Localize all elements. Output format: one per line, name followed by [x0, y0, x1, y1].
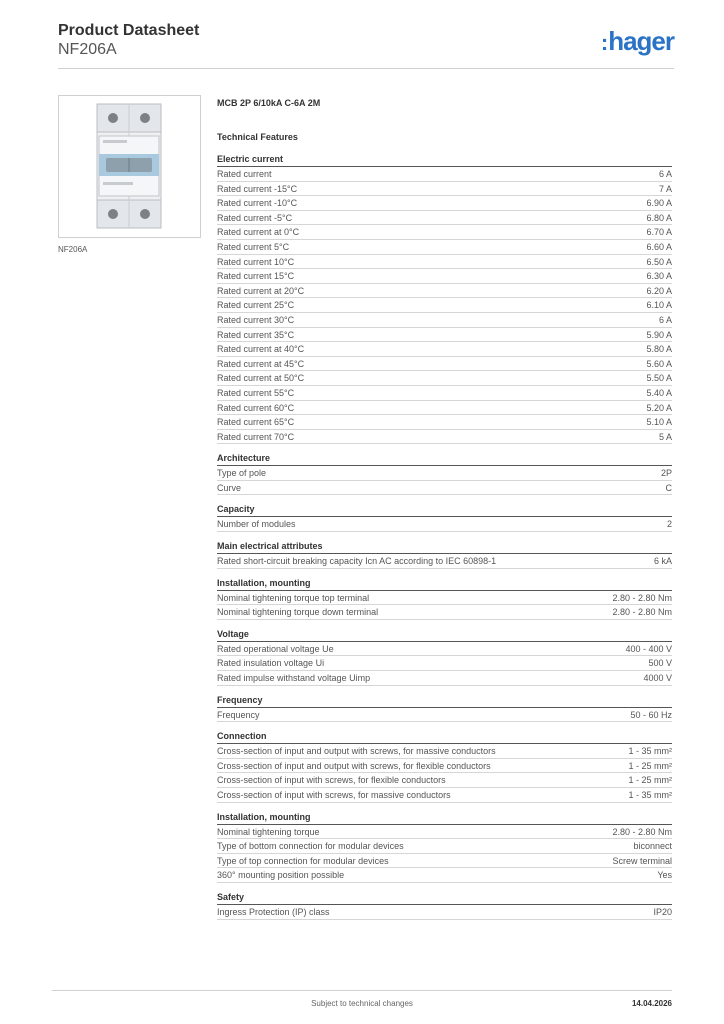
spec-label: Number of modules — [217, 519, 296, 530]
spec-label: Rated current 35°C — [217, 329, 295, 340]
spec-label: Rated current -5°C — [217, 212, 293, 223]
spec-value: 5.40 A — [646, 387, 672, 398]
spec-row — [217, 759, 672, 774]
spec-row — [217, 708, 672, 723]
spec-label: Rated impulse withstand voltage Uimp — [217, 673, 371, 684]
spec-value: 1 - 25 mm² — [628, 760, 672, 771]
section-title: Electric current — [217, 152, 672, 167]
spec-row — [217, 788, 672, 803]
spec-value: 4000 V — [643, 673, 672, 684]
datasheet-content — [217, 96, 672, 927]
spec-label: 360° mounting position possible — [217, 870, 345, 881]
spec-label: Rated current 30°C — [217, 314, 295, 325]
logo-text: hager — [608, 26, 674, 56]
spec-value: 5.60 A — [646, 358, 672, 369]
spec-value: 5.10 A — [646, 417, 672, 428]
spec-value: 1 - 35 mm² — [628, 746, 672, 757]
spec-label: Rated current -15°C — [217, 183, 298, 194]
spec-value: 6.60 A — [646, 241, 672, 252]
spec-row — [217, 401, 672, 416]
spec-row — [217, 671, 672, 686]
spec-label: Rated current at 40°C — [217, 344, 305, 355]
spec-section — [217, 627, 672, 686]
spec-label: Curve — [217, 482, 242, 493]
spec-row — [217, 481, 672, 496]
spec-row — [217, 298, 672, 313]
spec-label: Type of top connection for modular devices — [217, 855, 389, 866]
spec-value: 5.20 A — [646, 402, 672, 413]
image-caption: NF206A — [58, 245, 88, 254]
spec-value: 6.10 A — [646, 300, 672, 311]
spec-row — [217, 269, 672, 284]
spec-label: Rated current 25°C — [217, 300, 295, 311]
page-title: Product Datasheet — [58, 22, 200, 39]
spec-section — [217, 810, 672, 883]
product-image — [58, 95, 201, 238]
spec-value: 6.50 A — [646, 256, 672, 267]
spec-value: biconnect — [633, 841, 672, 852]
spec-value: 400 - 400 V — [625, 643, 672, 654]
spec-section — [217, 539, 672, 569]
spec-value: 6 A — [658, 314, 672, 325]
section-title: Installation, mounting — [217, 810, 672, 825]
spec-label: Frequency — [217, 709, 260, 720]
spec-label: Rated current at 50°C — [217, 373, 305, 384]
spec-label: Rated current 15°C — [217, 271, 295, 282]
spec-value: 2 — [666, 519, 672, 530]
spec-row — [217, 328, 672, 343]
section-title: Safety — [217, 890, 672, 905]
spec-value: 2.80 - 2.80 Nm — [612, 826, 672, 837]
spec-row — [217, 591, 672, 606]
spec-label: Cross-section of input with screws, for flexible conductors — [217, 775, 446, 786]
spec-section — [217, 502, 672, 532]
spec-label: Nominal tightening torque — [217, 826, 320, 837]
spec-row — [217, 825, 672, 840]
logo-dots-icon: : — [600, 30, 608, 55]
page-subtitle: NF206A — [58, 41, 117, 58]
spec-section — [217, 693, 672, 723]
spec-row — [217, 905, 672, 920]
spec-value: 1 - 35 mm² — [628, 790, 672, 800]
spec-label: Rated current -10°C — [217, 198, 298, 209]
spec-label: Rated current — [217, 169, 272, 179]
spec-row — [217, 371, 672, 386]
spec-row — [217, 605, 672, 620]
spec-row — [217, 744, 672, 759]
page-footer — [52, 990, 672, 1008]
section-title: Architecture — [217, 451, 672, 466]
spec-value: 6.80 A — [646, 212, 672, 223]
spec-label: Rated current 5°C — [217, 241, 290, 252]
spec-row — [217, 342, 672, 357]
spec-value: 6.20 A — [646, 285, 672, 296]
spec-label: Rated current 60°C — [217, 402, 295, 413]
spec-value: 2.80 - 2.80 Nm — [612, 607, 672, 618]
spec-sections — [217, 152, 672, 920]
spec-label: Rated insulation voltage Ui — [217, 658, 325, 669]
spec-label: Rated short-circuit breaking capacity Icn AC according to IEC 60898-1 — [217, 556, 497, 567]
hager-logo — [601, 26, 674, 57]
spec-label: Ingress Protection (IP) class — [217, 906, 330, 917]
spec-label: Rated current 70°C — [217, 431, 295, 442]
spec-row — [217, 868, 672, 883]
spec-row — [217, 225, 672, 240]
spec-section — [217, 152, 672, 444]
spec-value: Yes — [657, 870, 672, 881]
spec-section — [217, 890, 672, 920]
spec-row — [217, 642, 672, 657]
spec-value: C — [665, 482, 672, 493]
spec-section — [217, 576, 672, 620]
spec-label: Rated current 10°C — [217, 256, 295, 267]
technical-features-title: Technical Features — [217, 132, 298, 142]
spec-row — [217, 284, 672, 299]
spec-row — [217, 182, 672, 197]
spec-value: 2.80 - 2.80 Nm — [612, 592, 672, 603]
spec-label: Cross-section of input and output with screws, for massive conductors — [217, 746, 496, 757]
footer-date: 14.04.2026 — [631, 999, 672, 1008]
spec-value: 5.80 A — [646, 344, 672, 355]
spec-value: Screw terminal — [612, 855, 672, 866]
spec-label: Rated operational voltage Ue — [217, 643, 334, 654]
spec-label: Rated current at 0°C — [217, 227, 300, 238]
section-title: Connection — [217, 729, 672, 744]
spec-row — [217, 656, 672, 671]
spec-label: Type of pole — [217, 468, 267, 479]
spec-row — [217, 466, 672, 481]
spec-value: 50 - 60 Hz — [630, 709, 672, 720]
spec-label: Cross-section of input with screws, for massive conductors — [217, 790, 451, 800]
section-title: Main electrical attributes — [217, 539, 672, 554]
spec-row — [217, 313, 672, 328]
spec-row — [217, 196, 672, 211]
spec-label: Nominal tightening torque top terminal — [217, 592, 370, 603]
spec-value: 6.30 A — [646, 271, 672, 282]
spec-row — [217, 839, 672, 854]
spec-label: Rated current at 20°C — [217, 285, 305, 296]
spec-value: 5 A — [658, 431, 672, 442]
section-title: Frequency — [217, 693, 672, 708]
spec-value: IP20 — [653, 906, 672, 917]
footer-note: Subject to technical changes — [311, 999, 413, 1008]
spec-label: Rated current at 45°C — [217, 358, 305, 369]
spec-value: 2P — [660, 468, 672, 479]
spec-label: Rated current 65°C — [217, 417, 295, 428]
spec-row — [217, 255, 672, 270]
spec-value: 500 V — [648, 658, 672, 669]
spec-value: 1 - 25 mm² — [628, 775, 672, 786]
page-header — [58, 22, 674, 69]
spec-row — [217, 357, 672, 372]
spec-row — [217, 773, 672, 788]
spec-row — [217, 430, 672, 445]
spec-label: Rated current 55°C — [217, 387, 295, 398]
spec-section — [217, 729, 672, 802]
spec-row — [217, 517, 672, 532]
spec-row — [217, 415, 672, 430]
spec-value: 6.70 A — [646, 227, 672, 238]
spec-row — [217, 854, 672, 869]
spec-value: 7 A — [658, 183, 672, 194]
spec-row — [217, 240, 672, 255]
spec-value: 6.90 A — [646, 198, 672, 209]
spec-label: Cross-section of input and output with screws, for flexible conductors — [217, 760, 491, 771]
spec-row — [217, 167, 672, 182]
section-title: Voltage — [217, 627, 672, 642]
spec-row — [217, 211, 672, 226]
product-name: MCB 2P 6/10kA C-6A 2M — [217, 98, 321, 108]
spec-value: 5.90 A — [646, 329, 672, 340]
spec-section — [217, 451, 672, 495]
spec-value: 6 A — [658, 169, 672, 179]
spec-value: 5.50 A — [646, 373, 672, 384]
spec-row — [217, 554, 672, 569]
spec-row — [217, 386, 672, 401]
section-title: Capacity — [217, 502, 672, 517]
circuit-breaker-icon — [59, 96, 200, 237]
spec-label: Type of bottom connection for modular devices — [217, 841, 404, 852]
section-title: Installation, mounting — [217, 576, 672, 591]
spec-value: 6 kA — [653, 556, 672, 567]
spec-label: Nominal tightening torque down terminal — [217, 607, 379, 618]
